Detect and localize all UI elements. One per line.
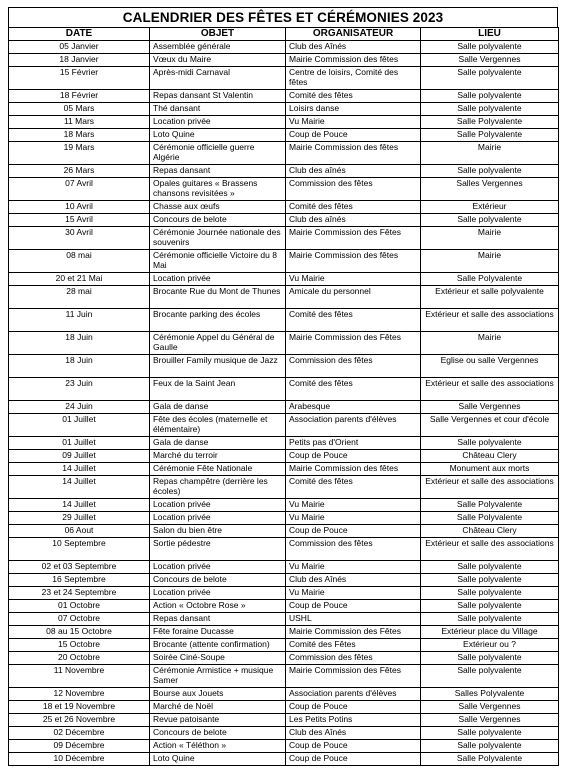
cell-organisateur: Commission des fêtes [286, 355, 421, 378]
cell-lieu: Mairie [421, 227, 559, 250]
table-row [9, 714, 559, 727]
cell-organisateur: Coup de Pouce [286, 701, 421, 714]
cell-organisateur: Club des aînés [286, 214, 421, 227]
cell-date: 07 Octobre [9, 613, 150, 626]
cell-objet: Brocante Rue du Mont de Thunes [150, 286, 286, 309]
cell-organisateur: Comité des fêtes [286, 378, 421, 401]
cell-date: 15 Février [9, 67, 150, 90]
cell-organisateur: Mairie Commission des fêtes [286, 463, 421, 476]
table-row [9, 401, 559, 414]
table-row [9, 103, 559, 116]
cell-date: 24 Juin [9, 401, 150, 414]
cell-objet: Revue patoisante [150, 714, 286, 727]
cell-lieu: Extérieur et salle des associations [421, 538, 559, 561]
cell-lieu: Salle polyvalente [421, 665, 559, 688]
cell-objet: Soirée Ciné-Soupe [150, 652, 286, 665]
cell-lieu: Extérieur et salle des associations [421, 476, 559, 499]
cell-date: 14 Juillet [9, 476, 150, 499]
cell-objet: Après-midi Carnaval [150, 67, 286, 90]
cell-objet: Gala de danse [150, 437, 286, 450]
cell-lieu: Salle polyvalente [421, 214, 559, 227]
cell-lieu: Salle polyvalente [421, 67, 559, 90]
cell-lieu: Salle polyvalente [421, 727, 559, 740]
cell-organisateur: Petits pas d'Orient [286, 437, 421, 450]
cell-lieu: Salle Polyvalente [421, 512, 559, 525]
cell-objet: Location privée [150, 587, 286, 600]
cell-lieu: Salle polyvalente [421, 437, 559, 450]
cell-organisateur: Mairie Commission des Fêtes [286, 332, 421, 355]
table-row [9, 701, 559, 714]
cell-objet: Gala de danse [150, 401, 286, 414]
cell-lieu: Salle polyvalente [421, 41, 559, 54]
cell-lieu: Extérieur ou ? [421, 639, 559, 652]
cell-objet: Cérémonie Fête Nationale [150, 463, 286, 476]
table-row [9, 309, 559, 332]
table-row [9, 574, 559, 587]
table-row [9, 476, 559, 499]
cell-objet: Concours de belote [150, 574, 286, 587]
cell-date: 15 Avril [9, 214, 150, 227]
cell-organisateur: Les Petits Potins [286, 714, 421, 727]
cell-organisateur: Comité des fêtes [286, 309, 421, 332]
table-row [9, 437, 559, 450]
column-header-objet: OBJET [150, 28, 286, 41]
cell-date: 18 Juin [9, 355, 150, 378]
cell-organisateur: Vu Mairie [286, 116, 421, 129]
cell-organisateur: Association parents d'élèves [286, 414, 421, 437]
cell-objet: Feux de la Saint Jean [150, 378, 286, 401]
cell-lieu: Monument aux morts [421, 463, 559, 476]
cell-date: 07 Avril [9, 178, 150, 201]
table-row [9, 652, 559, 665]
cell-lieu: Salle polyvalente [421, 613, 559, 626]
cell-lieu: Salle Vergennes [421, 54, 559, 67]
table-row [9, 512, 559, 525]
table-row [9, 286, 559, 309]
calendar-document [8, 7, 558, 766]
cell-organisateur: Mairie Commission des Fêtes [286, 626, 421, 639]
cell-date: 23 et 24 Septembre [9, 587, 150, 600]
cell-date: 23 Juin [9, 378, 150, 401]
table-row [9, 227, 559, 250]
cell-objet: Bourse aux Jouets [150, 688, 286, 701]
table-body [9, 41, 559, 766]
cell-objet: Repas dansant St Valentin [150, 90, 286, 103]
cell-date: 18 Juin [9, 332, 150, 355]
table-row [9, 250, 559, 273]
cell-organisateur: Coup de Pouce [286, 525, 421, 538]
page-title: CALENDRIER DES FÊTES ET CÉRÉMONIES 2023 [8, 7, 558, 27]
table-row [9, 54, 559, 67]
cell-date: 29 Juillet [9, 512, 150, 525]
table-row [9, 688, 559, 701]
cell-objet: Opales guitares « Brassens chansons revisitées » [150, 178, 286, 201]
cell-lieu: Extérieur et salle des associations [421, 309, 559, 332]
cell-objet: Location privée [150, 561, 286, 574]
cell-lieu: Salle Polyvalente [421, 499, 559, 512]
cell-objet: Cérémonie Journée nationale des souvenirs [150, 227, 286, 250]
cell-date: 09 Décembre [9, 740, 150, 753]
cell-date: 10 Décembre [9, 753, 150, 766]
cell-lieu: Salles Polyvalente [421, 688, 559, 701]
cell-objet: Concours de belote [150, 214, 286, 227]
cell-objet: Repas dansant [150, 613, 286, 626]
cell-objet: Marché du terroir [150, 450, 286, 463]
cell-date: 09 Juillet [9, 450, 150, 463]
cell-objet: Repas dansant [150, 165, 286, 178]
cell-lieu: Salle polyvalente [421, 600, 559, 613]
cell-lieu: Salle Polyvalente [421, 753, 559, 766]
table-row [9, 639, 559, 652]
cell-objet: Fête des écoles (maternelle et élémentaire) [150, 414, 286, 437]
cell-organisateur: Coup de Pouce [286, 753, 421, 766]
cell-date: 10 Avril [9, 201, 150, 214]
table-row [9, 665, 559, 688]
cell-date: 18 Février [9, 90, 150, 103]
table-header-row [9, 28, 559, 41]
cell-date: 02 Décembre [9, 727, 150, 740]
table-row [9, 201, 559, 214]
cell-date: 08 au 15 Octobre [9, 626, 150, 639]
cell-objet: Location privée [150, 116, 286, 129]
cell-organisateur: Vu Mairie [286, 499, 421, 512]
column-header-organisateur: ORGANISATEUR [286, 28, 421, 41]
cell-objet: Cérémonie Appel du Général de Gaulle [150, 332, 286, 355]
cell-date: 06 Aout [9, 525, 150, 538]
cell-lieu: Extérieur [421, 201, 559, 214]
cell-lieu: Salle polyvalente [421, 652, 559, 665]
cell-objet: Location privée [150, 499, 286, 512]
cell-date: 26 Mars [9, 165, 150, 178]
cell-organisateur: Vu Mairie [286, 512, 421, 525]
cell-organisateur: Arabesque [286, 401, 421, 414]
table-row [9, 378, 559, 401]
table-row [9, 561, 559, 574]
cell-objet: Brocante (attente confirmation) [150, 639, 286, 652]
cell-date: 14 Juillet [9, 499, 150, 512]
cell-objet: Brocante parking des écoles [150, 309, 286, 332]
cell-date: 05 Mars [9, 103, 150, 116]
table-row [9, 463, 559, 476]
cell-date: 12 Novembre [9, 688, 150, 701]
cell-objet: Cérémonie officielle Victoire du 8 Mai [150, 250, 286, 273]
cell-lieu: Salle Polyvalente [421, 273, 559, 286]
cell-objet: Action « Téléthon » [150, 740, 286, 753]
cell-date: 20 Octobre [9, 652, 150, 665]
cell-organisateur: Loisirs danse [286, 103, 421, 116]
cell-organisateur: Centre de loisirs, Comité des fêtes [286, 67, 421, 90]
table-row [9, 355, 559, 378]
cell-lieu: Extérieur et salle des associations [421, 378, 559, 401]
cell-organisateur: Association parents d'élèves [286, 688, 421, 701]
table-row [9, 414, 559, 437]
cell-organisateur: USHL [286, 613, 421, 626]
cell-organisateur: Comité des fêtes [286, 90, 421, 103]
cell-objet: Vœux du Maire [150, 54, 286, 67]
cell-date: 25 et 26 Novembre [9, 714, 150, 727]
cell-lieu: Salle polyvalente [421, 165, 559, 178]
table-row [9, 273, 559, 286]
cell-organisateur: Club des Aînés [286, 41, 421, 54]
cell-lieu: Salle Vergennes et cour d'école [421, 414, 559, 437]
cell-organisateur: Club des Aînés [286, 727, 421, 740]
table-row [9, 165, 559, 178]
cell-date: 20 et 21 Mai [9, 273, 150, 286]
cell-lieu: Mairie [421, 332, 559, 355]
cell-organisateur: Comité des Fêtes [286, 639, 421, 652]
cell-lieu: Salles Vergennes [421, 178, 559, 201]
cell-date: 18 et 19 Novembre [9, 701, 150, 714]
table-row [9, 90, 559, 103]
cell-lieu: Salle polyvalente [421, 103, 559, 116]
table-row [9, 41, 559, 54]
cell-organisateur: Comité des fêtes [286, 201, 421, 214]
table-row [9, 613, 559, 626]
table-row [9, 67, 559, 90]
table-row [9, 600, 559, 613]
cell-lieu: Salle polyvalente [421, 587, 559, 600]
table-row [9, 116, 559, 129]
cell-objet: Assemblée générale [150, 41, 286, 54]
table-row [9, 499, 559, 512]
cell-organisateur: Commission des fêtes [286, 538, 421, 561]
cell-objet: Location privée [150, 512, 286, 525]
cell-date: 11 Juin [9, 309, 150, 332]
table-row [9, 538, 559, 561]
cell-organisateur: Amicale du personnel [286, 286, 421, 309]
cell-date: 16 Septembre [9, 574, 150, 587]
cell-date: 05 Janvier [9, 41, 150, 54]
cell-lieu: Château Clery [421, 450, 559, 463]
cell-lieu: Salle Polyvalente [421, 116, 559, 129]
cell-objet: Loto Quine [150, 753, 286, 766]
cell-objet: Fête foraine Ducasse [150, 626, 286, 639]
cell-objet: Cérémonie officielle guerre Algérie [150, 142, 286, 165]
cell-organisateur: Comité des fêtes [286, 476, 421, 499]
cell-date: 28 mai [9, 286, 150, 309]
cell-objet: Sortie pédestre [150, 538, 286, 561]
cell-date: 15 Octobre [9, 639, 150, 652]
cell-lieu: Château Clery [421, 525, 559, 538]
cell-objet: Salon du bien être [150, 525, 286, 538]
cell-organisateur: Vu Mairie [286, 273, 421, 286]
table-row [9, 727, 559, 740]
cell-lieu: Extérieur et salle polyvalente [421, 286, 559, 309]
cell-lieu: Salle polyvalente [421, 740, 559, 753]
cell-lieu: Salle Vergennes [421, 701, 559, 714]
cell-objet: Action « Octobre Rose » [150, 600, 286, 613]
column-header-lieu: LIEU [421, 28, 559, 41]
cell-organisateur: Club des Aînés [286, 574, 421, 587]
cell-organisateur: Mairie Commission des Fêtes [286, 227, 421, 250]
table-row [9, 214, 559, 227]
cell-organisateur: Coup de Pouce [286, 450, 421, 463]
cell-objet: Marché de Noël [150, 701, 286, 714]
cell-organisateur: Vu Mairie [286, 587, 421, 600]
cell-lieu: Extérieur place du Village [421, 626, 559, 639]
cell-objet: Chasse aux œufs [150, 201, 286, 214]
cell-organisateur: Mairie Commission des Fêtes [286, 665, 421, 688]
cell-date: 02 et 03 Septembre [9, 561, 150, 574]
table-row [9, 178, 559, 201]
cell-lieu: Salle Vergennes [421, 714, 559, 727]
cell-lieu: Salle polyvalente [421, 90, 559, 103]
table-row [9, 587, 559, 600]
cell-date: 18 Janvier [9, 54, 150, 67]
cell-date: 19 Mars [9, 142, 150, 165]
cell-objet: Brouiller Family musique de Jazz [150, 355, 286, 378]
cell-objet: Concours de belote [150, 727, 286, 740]
table-row [9, 332, 559, 355]
cell-organisateur: Club des aînés [286, 165, 421, 178]
cell-organisateur: Commission des fêtes [286, 178, 421, 201]
cell-date: 18 Mars [9, 129, 150, 142]
cell-date: 11 Novembre [9, 665, 150, 688]
cell-lieu: Mairie [421, 250, 559, 273]
cell-lieu: Salle Vergennes [421, 401, 559, 414]
table-row [9, 525, 559, 538]
cell-date: 30 Avril [9, 227, 150, 250]
table-row [9, 142, 559, 165]
cell-objet: Thé dansant [150, 103, 286, 116]
cell-date: 01 Juillet [9, 414, 150, 437]
cell-date: 11 Mars [9, 116, 150, 129]
column-header-date: DATE [9, 28, 150, 41]
table-row [9, 129, 559, 142]
cell-date: 01 Octobre [9, 600, 150, 613]
cell-organisateur: Commission des fêtes [286, 652, 421, 665]
cell-date: 10 Septembre [9, 538, 150, 561]
cell-lieu: Salle polyvalente [421, 574, 559, 587]
cell-objet: Cérémonie Armistice + musique Samer [150, 665, 286, 688]
cell-objet: Repas champêtre (derrière les écoles) [150, 476, 286, 499]
table-row [9, 450, 559, 463]
cell-organisateur: Coup de Pouce [286, 129, 421, 142]
table-row [9, 626, 559, 639]
cell-lieu: Salle polyvalente [421, 561, 559, 574]
cell-lieu: Mairie [421, 142, 559, 165]
cell-date: 08 mai [9, 250, 150, 273]
cell-organisateur: Coup de Pouce [286, 740, 421, 753]
table-row [9, 753, 559, 766]
events-table [8, 27, 559, 766]
table-row [9, 740, 559, 753]
cell-lieu: Salle Polyvalente [421, 129, 559, 142]
cell-objet: Location privée [150, 273, 286, 286]
cell-lieu: Eglise ou salle Vergennes [421, 355, 559, 378]
cell-date: 14 Juillet [9, 463, 150, 476]
cell-organisateur: Mairie Commission des fêtes [286, 142, 421, 165]
cell-organisateur: Mairie Commission des fêtes [286, 54, 421, 67]
cell-organisateur: Coup de Pouce [286, 600, 421, 613]
cell-organisateur: Mairie Commission des fêtes [286, 250, 421, 273]
cell-organisateur: Vu Mairie [286, 561, 421, 574]
cell-date: 01 Juillet [9, 437, 150, 450]
cell-objet: Loto Quine [150, 129, 286, 142]
